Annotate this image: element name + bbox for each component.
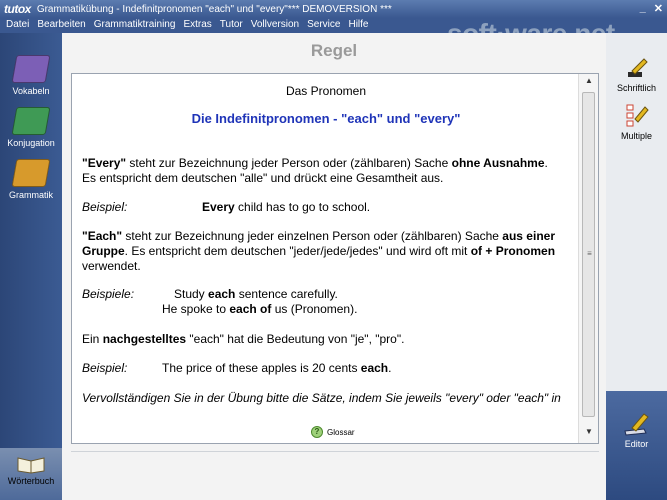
example-2-line2-c: us (Pronomen). [271,302,358,316]
menu-bearbeiten[interactable]: Bearbeiten [37,19,86,30]
rule-title: Die Indefinitpronomen - "each" und "every" [191,111,461,126]
example-3-a: The price of these apples is 20 cents [162,361,361,375]
rule-text [82,84,570,439]
nach-text-1: Ein [82,332,103,346]
woerterbuch-label: Wörterbuch [7,476,55,486]
example-2-line1-a: Study [174,287,209,301]
menu-service[interactable]: Service [307,19,341,30]
example-3-c: . [388,361,392,375]
each-text-3: verwendet. [82,259,141,273]
rule-content-box [71,73,599,444]
minimize-icon[interactable]: _ [639,2,646,14]
window-controls [640,2,663,15]
example-3-label: Beispiel: [82,361,128,375]
example-3-b: each [360,361,389,375]
menu-grammatiktraining[interactable]: Grammatiktraining [93,19,176,30]
scroll-down-icon[interactable]: ▼ [585,427,593,436]
multiple-label: Multiple [620,131,652,141]
close-icon[interactable]: ✕ [653,3,663,15]
pen-icon [624,55,650,81]
woerterbuch-button[interactable] [0,448,62,500]
window-title: Grammatikübung - Indefinitpronomen "each" und "every"*** DEMOVERSION *** [36,3,392,15]
every-text-3: Es entspricht dem deutschen "alle" und drückt eine Gesamtheit aus. [82,171,444,185]
konjugation-book-icon [12,107,51,135]
each-text-1: steht zur Bezeichnung jeder einzelnen Person oder (zählbaren) Sache [122,229,503,243]
menu-datei[interactable]: Datei [6,19,30,30]
each-term: "Each" [82,229,123,243]
instruction-text: Vervollständigen Sie in der Übung bitte die Sätze, indem Sie jeweils "every" oder "each" in [82,391,561,405]
menu-tutor[interactable]: Tutor [219,19,243,30]
nachgestellt-paragraph [82,332,570,347]
konjugation-label: Konjugation [7,138,55,148]
right-sidebar [606,33,667,500]
example-1-text: child has to go to school. [234,200,371,214]
grammatik-book-icon [12,159,51,187]
content-scrollbar[interactable] [578,74,598,443]
each-emphasis-1: aus einer [502,229,555,243]
example-3 [82,361,570,376]
main-panel [62,33,606,500]
example-2-line1-c: sentence carefully. [235,287,338,301]
glossar-label: Glossar [327,427,355,437]
title-bar [0,0,667,18]
menu-vollversion[interactable]: Vollversion [250,19,300,30]
example-1-bold: Every [202,200,235,214]
every-text-2: . [544,156,548,170]
multiple-button[interactable] [606,101,667,141]
checklist-pen-icon [624,101,650,129]
nach-emphasis: nachgestelltes [102,332,187,346]
glossar-button[interactable] [311,426,355,438]
each-text-2: . Es entspricht dem deutschen "jeder/jede/jedes" und wird oft mit [124,244,471,258]
example-1-label: Beispiel: [82,200,128,214]
example-2-line2-b: each of [229,302,272,316]
konjugation-button[interactable] [0,107,62,148]
nach-text-2: "each" hat die Bedeutung von "je", "pro". [186,332,405,346]
vokabeln-button[interactable] [0,55,62,96]
every-emphasis: ohne Ausnahme [451,156,545,170]
grip-icon: ≡ [587,249,592,258]
each-paragraph [82,229,570,274]
scroll-thumb[interactable] [582,92,595,417]
example-2-label: Beispiele: [82,287,135,301]
schriftlich-button[interactable] [606,55,667,93]
menu-extras[interactable]: Extras [183,19,212,30]
grammatik-button[interactable] [0,159,62,200]
divider [71,451,599,452]
editor-label: Editor [624,439,649,449]
menu-hilfe[interactable]: Hilfe [348,19,369,30]
grammatik-label: Grammatik [8,190,53,200]
editor-button[interactable] [606,411,667,449]
every-paragraph [82,156,570,186]
open-book-icon [16,454,46,474]
every-text-1: steht zur Bezeichnung jeder Person oder (zählbaren) Sache [126,156,452,170]
app-logo: tutox [4,2,31,16]
every-term: "Every" [82,156,127,170]
schriftlich-label: Schriftlich [616,83,656,93]
subtitle: Das Pronomen [285,84,367,98]
each-emphasis-3: of + Pronomen [470,244,556,258]
example-1 [82,200,570,215]
vokabeln-label: Vokabeln [12,86,50,96]
help-icon: ? [311,426,323,438]
each-emphasis-2: Gruppe [82,244,125,258]
editor-pen-icon [622,411,652,437]
example-2 [82,287,570,317]
page-title: Regel [310,41,358,60]
scroll-up-icon[interactable]: ▲ [585,76,593,85]
left-sidebar [0,33,62,500]
vokabeln-book-icon [12,55,51,83]
example-2-line1-b: each [208,287,236,301]
example-2-line2-a: He spoke to [162,302,230,316]
